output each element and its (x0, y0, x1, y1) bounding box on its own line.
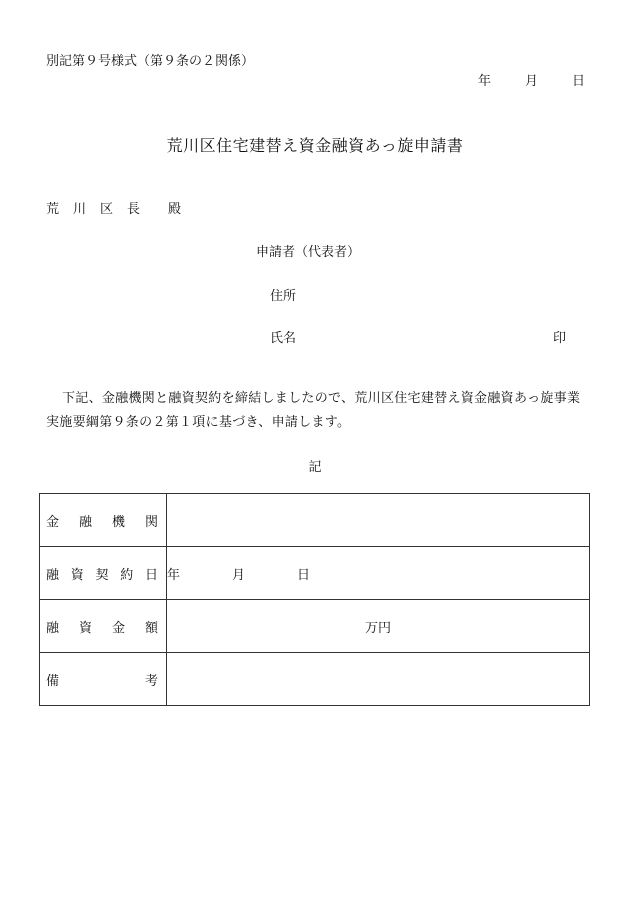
label-char: 日 (144, 567, 158, 583)
ki-heading: 記 (308, 460, 322, 475)
label-char: 約 (120, 567, 134, 583)
form-number: 別記第９号様式（第９条の２関係） (46, 54, 255, 69)
label-char: 関 (144, 514, 158, 530)
row-label-cell (40, 494, 167, 547)
row-label-cell (40, 547, 167, 600)
table-row (40, 600, 590, 653)
label-char: 備 (46, 673, 60, 689)
loan-amount-value[interactable]: 万円 (167, 600, 590, 653)
addressee-name: 荒川区長 (46, 202, 155, 217)
label-char: 金 (46, 514, 60, 530)
name-label: 氏名 (270, 331, 297, 346)
row-label (46, 511, 158, 530)
application-date (478, 70, 585, 89)
contract-year: 年 (167, 567, 181, 583)
row-label (46, 670, 158, 689)
label-char: 金 (111, 620, 125, 636)
label-char: 額 (144, 620, 158, 636)
contract-day: 日 (297, 567, 311, 583)
details-table (39, 493, 590, 706)
table-row (40, 653, 590, 706)
table-row (40, 494, 590, 547)
label-char: 融 (78, 514, 92, 530)
financial-institution-value[interactable] (167, 494, 590, 547)
date-month: 月 (525, 74, 539, 89)
label-char: 融 (46, 620, 60, 636)
row-label-cell (40, 600, 167, 653)
contract-date-value[interactable] (167, 547, 590, 600)
date-year: 年 (478, 74, 492, 89)
label-char: 資 (78, 620, 92, 636)
row-label (46, 564, 158, 583)
date-day: 日 (572, 74, 586, 89)
body-text: 下記、金融機関と融資契約を締結しましたので、荒川区住宅建替え資金融資あっ旋事業実施要綱第９条の２第１項に基づき、申請します。 (46, 391, 581, 430)
seal-mark: 印 (553, 331, 567, 346)
label-char: 考 (144, 673, 158, 689)
addressee-honorific: 殿 (168, 202, 196, 217)
page-title: 荒川区住宅建替え資金融資あっ旋申請書 (166, 136, 464, 155)
addressee (46, 198, 195, 217)
row-label-cell (40, 653, 167, 706)
address-label: 住所 (270, 289, 297, 304)
contract-month: 月 (232, 567, 246, 583)
remarks-value[interactable] (167, 653, 590, 706)
label-char: 機 (111, 514, 125, 530)
label-char: 資 (70, 567, 84, 583)
row-label (46, 617, 158, 636)
label-char: 融 (46, 567, 60, 583)
label-char: 契 (95, 567, 109, 583)
table-row (40, 547, 590, 600)
applicant-label: 申請者（代表者） (256, 245, 361, 260)
